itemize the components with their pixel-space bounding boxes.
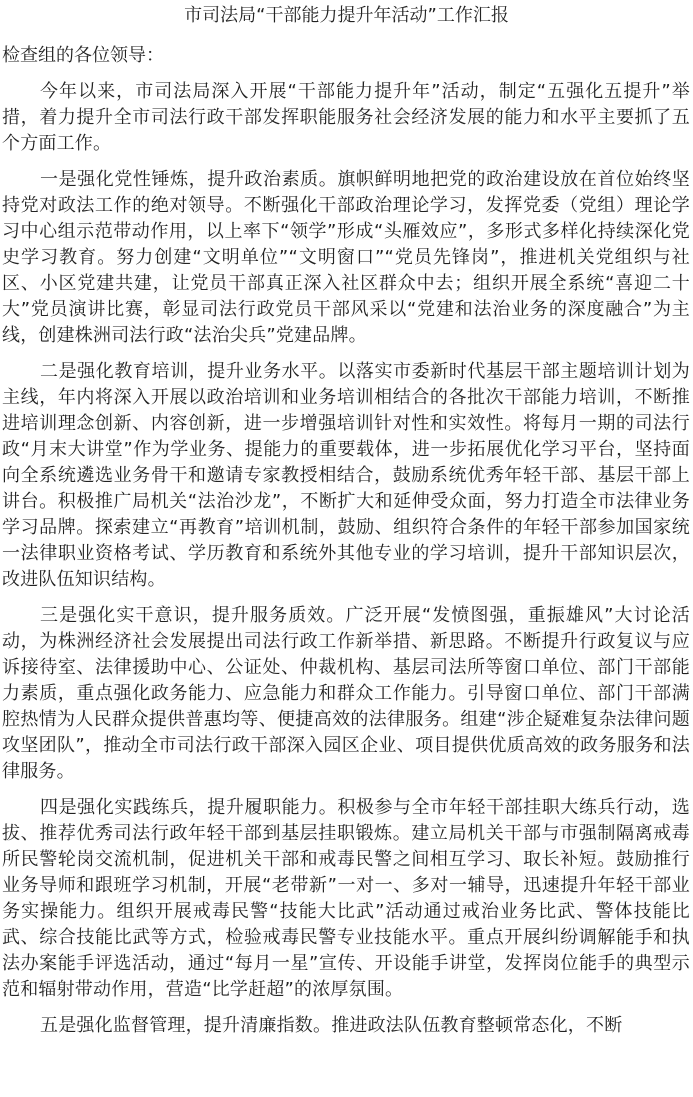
document-title: 市司法局“干部能力提升年活动”工作汇报: [184, 5, 509, 26]
paragraph-service: 三是强化实干意识，提升服务质效。广泛开展“发愤图强，重振雄风”大讨论活动，为株洲经济社会发展提出司法行政工作新举措、新思路。不断提升行政复议与应诉接待室、法律援助中心、公证处、仲裁机构、基层司法所等窗口单位、部门干部能力素质，重点强化政务能力、应急能力和群众工作能力。引导窗口单位、部门干部满腔热情为人民群众提供普惠均等、便捷高效的法律服务。组建“涉企疑难复杂法律问题攻坚团队”，推动全市司法行政干部深入园区企业、项目提供优质高效的政务服务和法律服务。: [2, 605, 690, 782]
paragraph-intro: 今年以来，市司法局深入开展“干部能力提升年”活动，制定“五强化五提升”举措，着力提升全市司法行政干部发挥职能服务社会经济发展的能力和水平主要抓了五个方面工作。: [2, 81, 690, 154]
paragraph-party-building: 一是强化党性锤炼，提升政治素质。旗帜鲜明地把党的政治建设放在首位始终坚持党对政法工作的绝对领导。不断强化干部政治理论学习，发挥党委（党组）理论学习中心组示范带动作用，以上率下“领学”形成“头雁效应”，多形式多样化持续深化党史学习教育。努力创建“文明单位”“文明窗口”“党员先锋岗”，推进机关党组织与社区、小区党建共建，让党员干部真正深入社区群众中去；组织开展全系统“喜迎二十大”党员演讲比赛，彰显司法行政党员干部风采以“党建和法治业务的深度融合”为主线，创建株洲司法行政“法治尖兵”党建品牌。: [2, 169, 690, 346]
paragraph-practice: 四是强化实践练兵，提升履职能力。积极参与全市年轻干部挂职大练兵行动，选拔、推荐优秀司法行政年轻干部到基层挂职锻炼。建立局机关干部与市强制隔离戒毒所民警轮岗交流机制，促进机关干部和戒毒民警之间相互学习、取长补短。鼓励推行业务导师和跟班学习机制，开展“老带新”一对一、多对一辅导，迅速提升年轻干部业务实操能力。组织开展戒毒民警“技能大比武”活动通过戒治业务比武、警体技能比武、综合技能比武等方式，检验戒毒民警专业技能水平。重点开展纠纷调解能手和执法办案能手评选活动，通过“每月一星”宣传、开设能手讲堂，发挥岗位能手的典型示范和辐射带动作用，营造“比学赶超”的浓厚氛围。: [2, 797, 690, 1000]
paragraph-training: 二是强化教育培训，提升业务水平。以落实市委新时代基层干部主题培训计划为主线，年内将深入开展以政治培训和业务培训相结合的各批次干部能力培训，不断推进培训理念创新、内容创新，进一步增强培训针对性和实效性。将每月一期的司法行政“月末大讲堂”作为学业务、提能力的重要载体，进一步拓展优化学习平台，坚持面向全系统遴选业务骨干和邀请专家教授相结合，鼓励系统优秀年轻干部、基层干部上讲台。积极推广局机关“法治沙龙”，不断扩大和延伸受众面，努力打造全市法律业务学习品牌。探索建立“再教育”培训机制，鼓励、组织符合条件的年轻干部参加国家统一法律职业资格考试、学历教育和系统外其他专业的学习培训，提升干部知识层次，改进队伍知识结构。: [2, 361, 690, 590]
paragraph-supervision: 五是强化监督管理，提升清廉指数。推进政法队伍教育整顿常态化，不断: [40, 1015, 623, 1036]
salutation: 检查组的各位领导：: [2, 45, 164, 66]
